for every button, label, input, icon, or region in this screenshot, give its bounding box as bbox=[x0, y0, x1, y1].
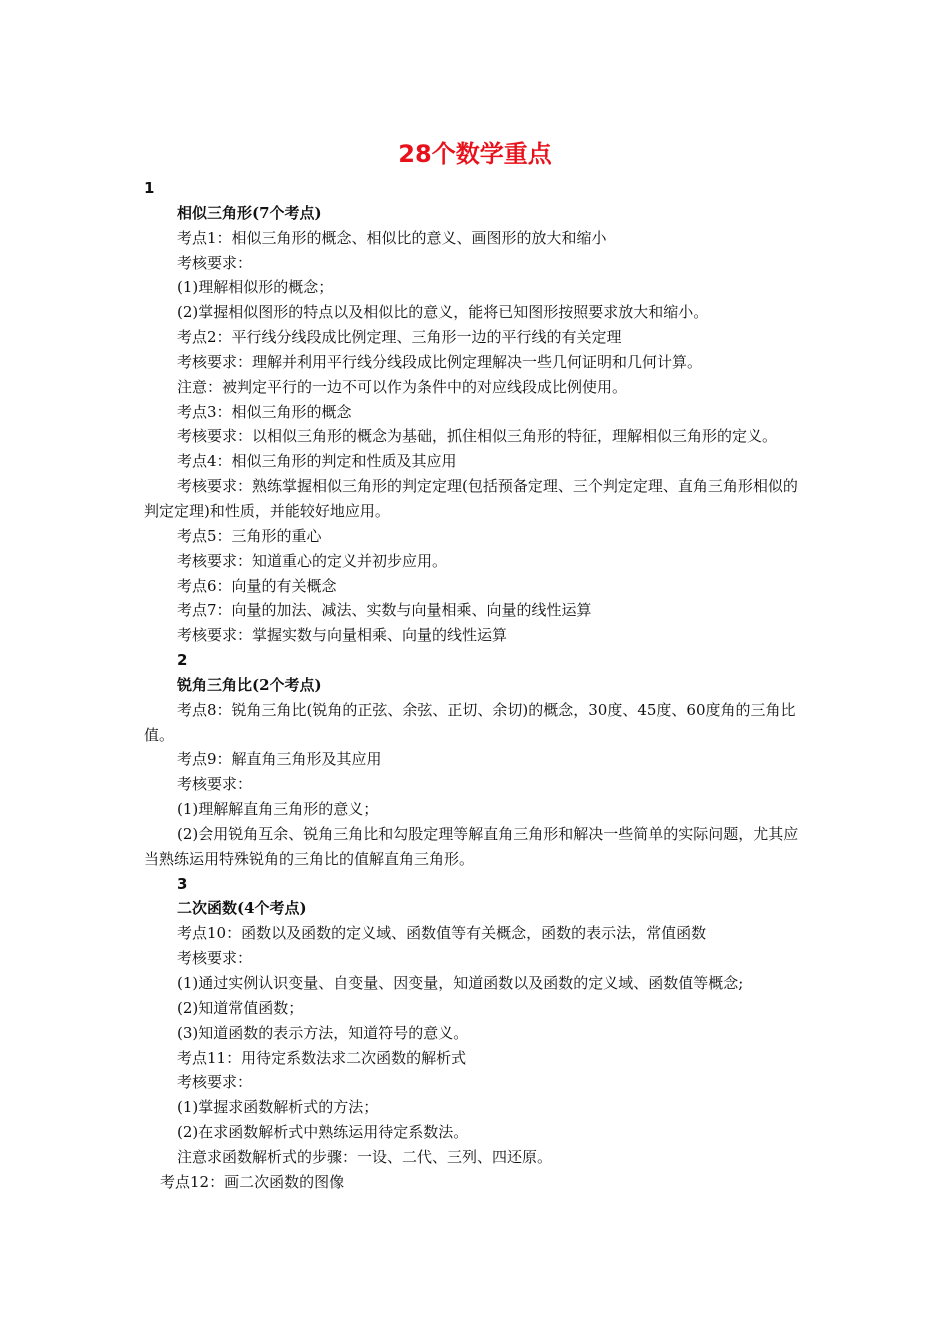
text-line: 考点7：向量的加法、减法、实数与向量相乘、向量的线性运算 bbox=[177, 601, 592, 620]
text-line: 注意求函数解析式的步骤：一设、二代、三列、四还原。 bbox=[177, 1147, 553, 1166]
text-line: 考点11：用待定系数法求二次函数的解析式 bbox=[177, 1048, 467, 1067]
section-heading-1: 相似三角形(7个考点) bbox=[177, 203, 322, 222]
text-line: 考核要求：知道重心的定义并初步应用。 bbox=[177, 551, 448, 570]
text-line: 考点12：画二次函数的图像 bbox=[160, 1172, 345, 1191]
text-line: 考核要求：理解并利用平行线分线段成比例定理解决一些几何证明和几何计算。 bbox=[177, 352, 703, 371]
text-line: 考点6：向量的有关概念 bbox=[177, 576, 337, 595]
text-line: 考点5：三角形的重心 bbox=[177, 526, 322, 545]
text-line: (2)掌握相似图形的特点以及相似比的意义，能将已知图形按照要求放大和缩小。 bbox=[177, 303, 709, 322]
text-line: 考核要求： bbox=[177, 253, 253, 272]
text-paragraph: 考核要求：以相似三角形的概念为基础，抓住相似三角形的特征，理解相似三角形的定义。 bbox=[177, 427, 778, 446]
text-line: (1)掌握求函数解析式的方法； bbox=[177, 1098, 379, 1117]
section-number-3: 3 bbox=[177, 874, 188, 893]
section-heading-3: 二次函数(4个考点) bbox=[177, 899, 307, 918]
text-line: (3)知道函数的表示方法，知道符号的意义。 bbox=[177, 1023, 469, 1042]
section-number-1: 1 bbox=[144, 179, 155, 197]
text-line: (1)通过实例认识变量、自变量、因变量，知道函数以及函数的定义域、函数值等概念; bbox=[177, 974, 744, 992]
text-line: (1)理解解直角三角形的意义； bbox=[177, 800, 379, 819]
text-paragraph: 考核要求：熟练掌握相似三角形的判定定理(包括预备定理、三个判定定理、直角三角形相似的判定定理)和性质，并能较好地应用。 bbox=[144, 477, 798, 520]
text-line: 考点4：相似三角形的判定和性质及其应用 bbox=[177, 452, 457, 471]
text-line: 考核要求：掌握实数与向量相乘、向量的线性运算 bbox=[177, 626, 508, 645]
text-line: 考点2：平行线分线段成比例定理、三角形一边的平行线的有关定理 bbox=[177, 328, 622, 347]
section-heading-2: 锐角三角比(2个考点) bbox=[177, 675, 322, 694]
text-line: 考点3：相似三角形的概念 bbox=[177, 402, 352, 421]
text-paragraph: (2)会用锐角互余、锐角三角比和勾股定理等解直角三角形和解决一些简单的实际问题，尤其应当熟练运用特殊锐角的三角比的值解直角三角形。 bbox=[144, 824, 799, 868]
text-line: (1)理解相似形的概念； bbox=[177, 278, 334, 297]
text-paragraph: 考点8：锐角三角比(锐角的正弦、余弦、正切、余切)的概念，30度、45度、60度角的三角比值。 bbox=[144, 700, 796, 744]
text-line: 注意：被判定平行的一边不可以作为条件中的对应线段成比例使用。 bbox=[177, 377, 628, 396]
document-body bbox=[144, 176, 812, 1195]
text-line: 考点1：相似三角形的概念、相似比的意义、画图形的放大和缩小 bbox=[177, 228, 607, 247]
text-line: 考点9：解直角三角形及其应用 bbox=[177, 750, 382, 769]
page-title: 28个数学重点 bbox=[398, 140, 552, 168]
text-line: (2)在求函数解析式中熟练运用待定系数法。 bbox=[177, 1123, 469, 1142]
text-line: 考核要求： bbox=[177, 949, 253, 968]
section-number-2: 2 bbox=[177, 651, 188, 670]
text-line: 考点10：函数以及函数的定义域、函数值等有关概念，函数的表示法，常值函数 bbox=[177, 924, 707, 943]
text-line: 考核要求： bbox=[177, 775, 253, 794]
text-line: (2)知道常值函数； bbox=[177, 998, 304, 1017]
text-line: 考核要求： bbox=[177, 1073, 253, 1092]
